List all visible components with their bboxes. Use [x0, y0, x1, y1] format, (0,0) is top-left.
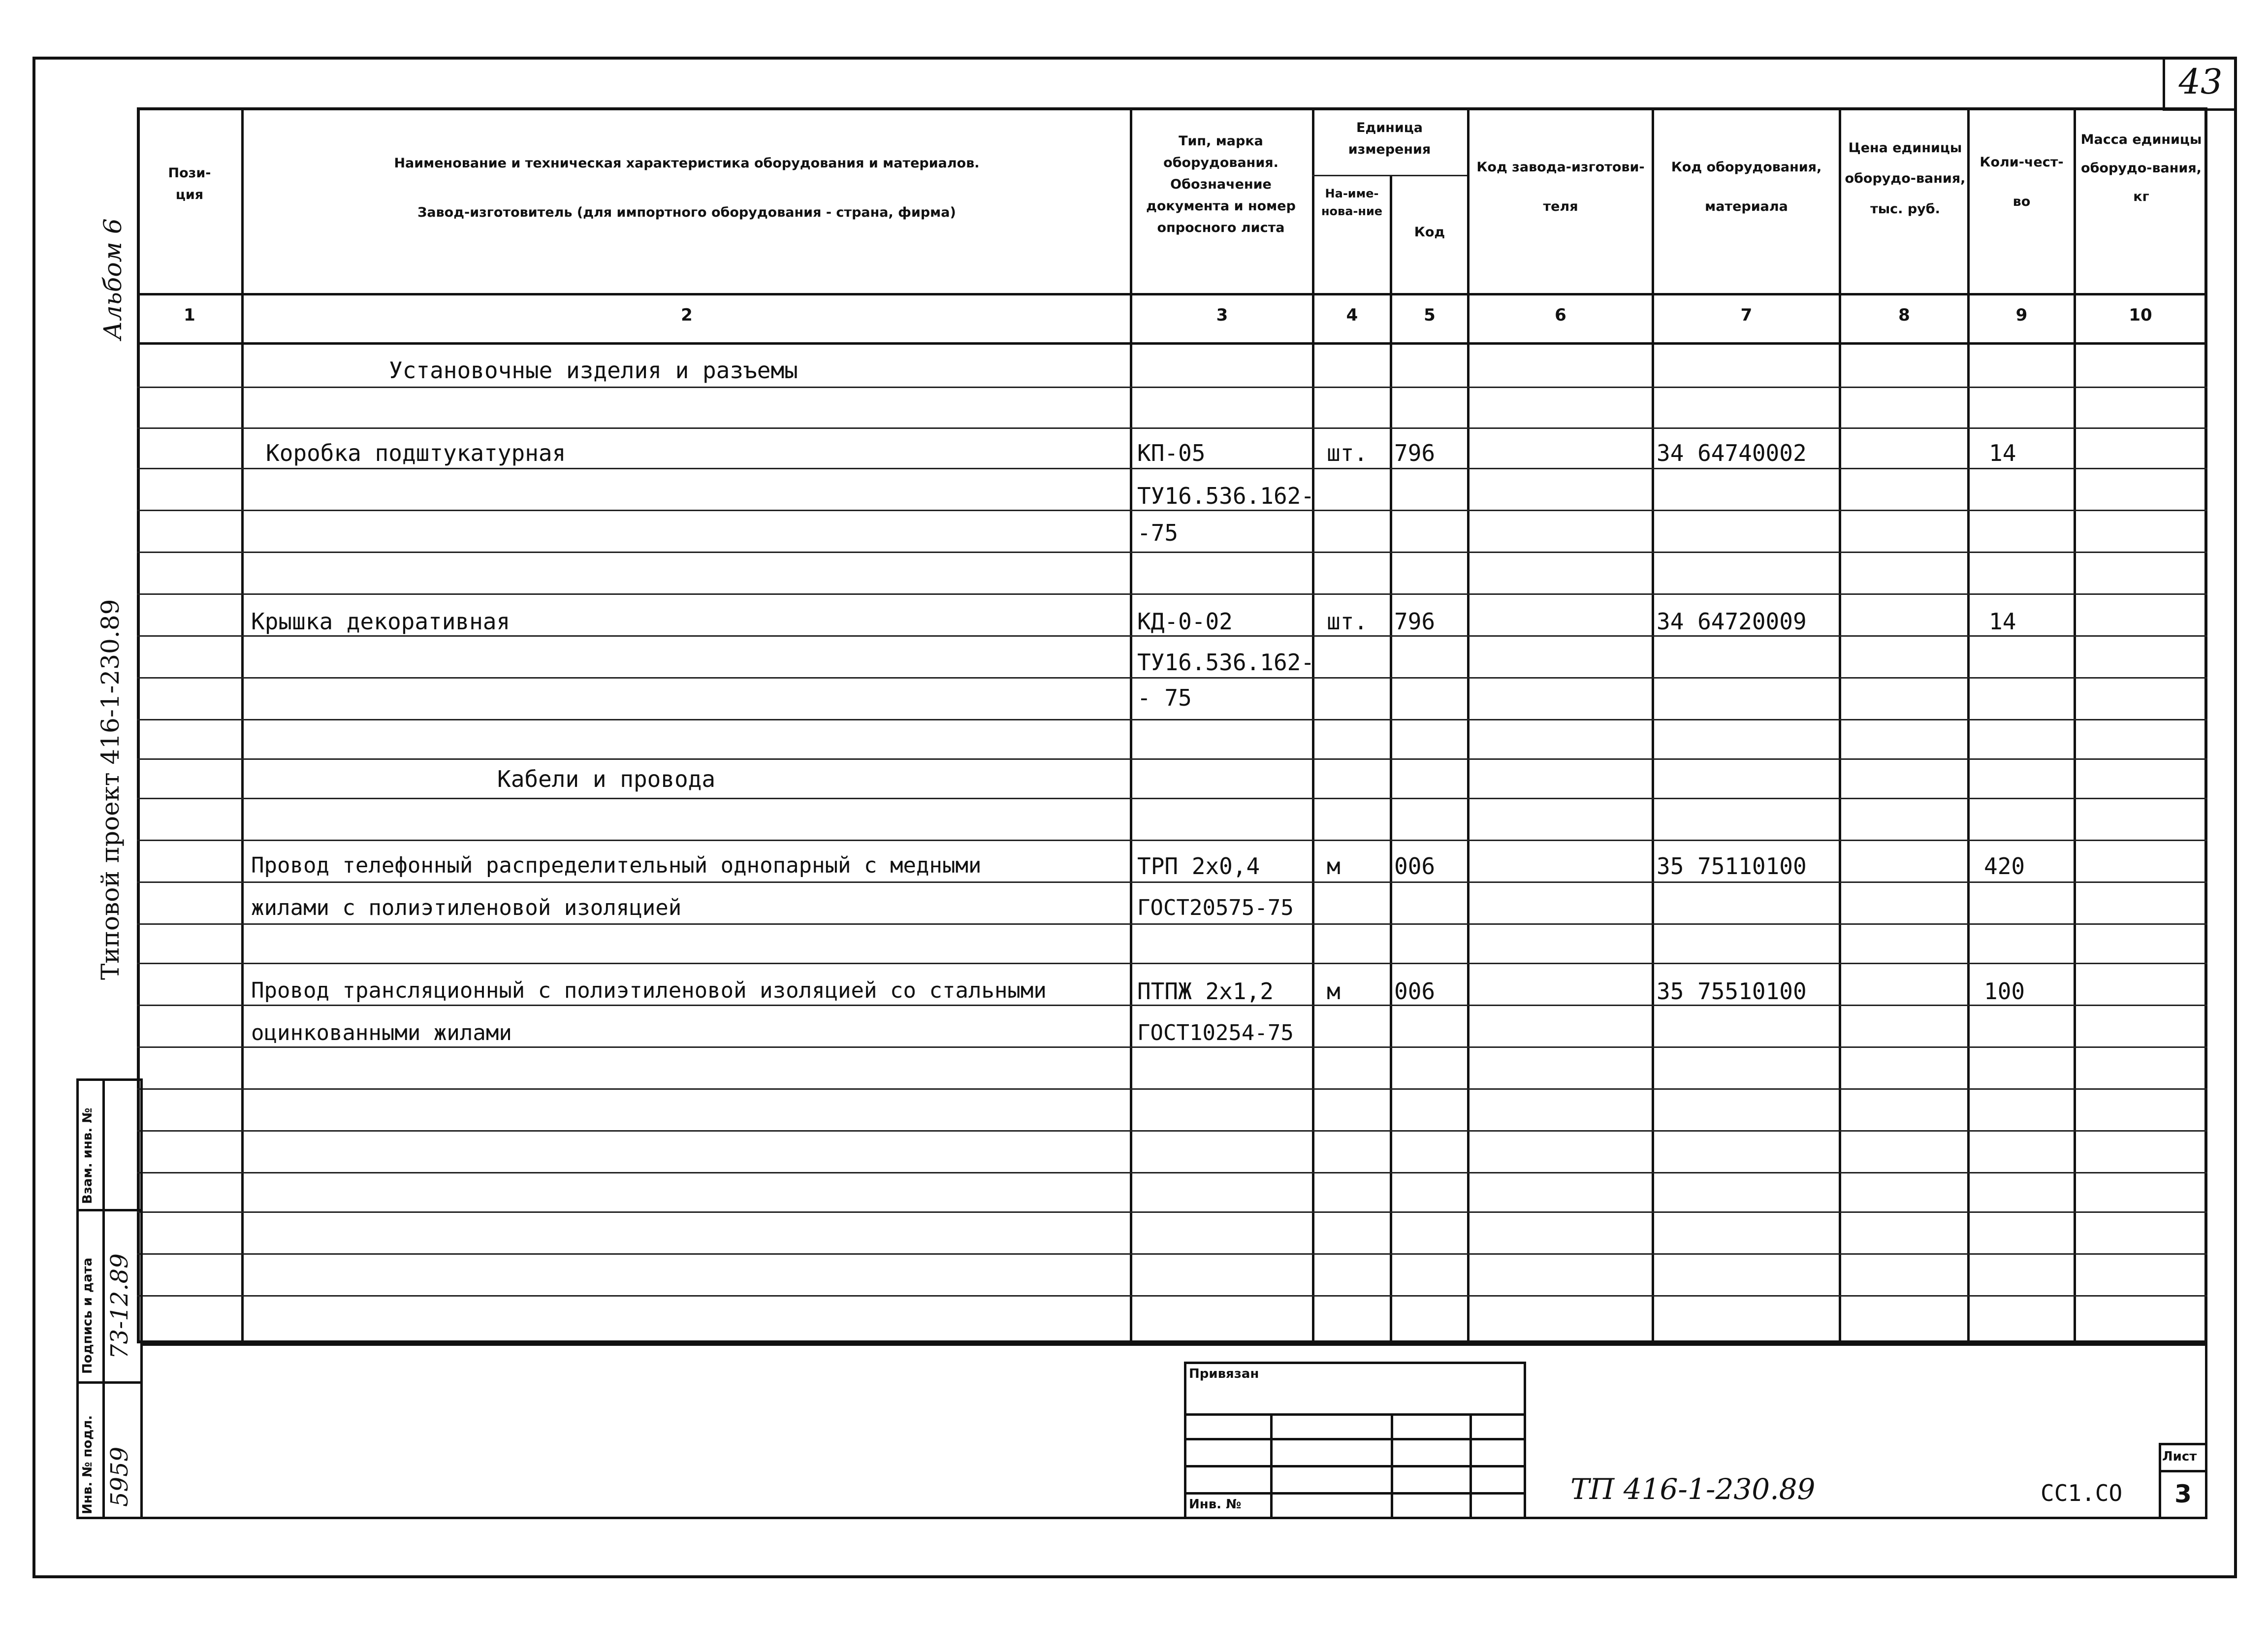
row-line: [137, 1211, 2207, 1213]
row-line: [137, 719, 2207, 720]
item-unit: шт.: [1327, 608, 1368, 635]
item-material-code: 35 75510100: [1657, 978, 1807, 1005]
item-material-code: 34 64740002: [1657, 440, 1807, 466]
item-material-code: 34 64720009: [1657, 608, 1807, 635]
tp-designation: ТП 416-1-230.89: [1570, 1472, 1816, 1506]
row-line: [137, 552, 2207, 553]
hdr-unit: Единица измерения: [1348, 120, 1431, 157]
hdr-unit-name: На-име-нова-ние: [1321, 187, 1383, 218]
row-line: [137, 387, 2207, 388]
item-unit-code: 006: [1394, 853, 1436, 879]
unit-subheader-line: [1312, 175, 1467, 176]
stamp-vzam-label: Взам. инв. №: [80, 1107, 95, 1204]
item-type: ПТПЖ 2х1,2: [1137, 978, 1274, 1005]
list-label: Лист: [2162, 1449, 2197, 1464]
stamp-podpis-label: Подпись и дата: [80, 1257, 95, 1374]
stamp-inv-value: 5959: [106, 1446, 133, 1507]
hdr-name-2: Завод-изготовитель (для импортного оборудования - страна, фирма): [417, 205, 956, 220]
row-line: [137, 677, 2207, 679]
item-type: КД-0-02: [1137, 608, 1233, 635]
item-unit-code: 006: [1394, 978, 1436, 1005]
col-num-1: 1: [184, 305, 195, 325]
project-side-label: Типовой проект 416-1-230.89: [96, 599, 125, 980]
privyazan-line: [1184, 1438, 1526, 1440]
list-value: 3: [2174, 1480, 2192, 1508]
privyazan-line: [1184, 1492, 1526, 1495]
row-line: [137, 798, 2207, 799]
col-num-5: 5: [1424, 305, 1436, 325]
item-unit: м: [1327, 853, 1341, 879]
stamp-inv-label: Инв. № подл.: [80, 1415, 95, 1514]
row-line: [137, 1172, 2207, 1173]
item-type: - 75: [1137, 684, 1192, 711]
item-unit-code: 796: [1394, 440, 1436, 466]
item-unit: м: [1327, 978, 1341, 1005]
item-name: Провод телефонный распределительный однопарный с медными: [251, 853, 982, 878]
item-type: ТУ16.536.162-: [1137, 483, 1315, 509]
hdr-price: Цена единицы оборудо-вания, тыс. руб.: [1845, 140, 1966, 217]
hdr-name-1: Наименование и техническая характеристика оборудования и материалов.: [394, 156, 980, 171]
row-line: [137, 1130, 2207, 1132]
row-line: [137, 923, 2207, 925]
item-type: ГОСТ10254-75: [1137, 1020, 1294, 1045]
hdr-type: Тип, марка оборудования. Обозначение документа и номер опросного листа: [1146, 133, 1296, 235]
row-line: [137, 468, 2207, 469]
hdr-mass: Масса единицы оборудо-вания, кг: [2080, 132, 2202, 204]
stamp-line: [76, 1209, 143, 1211]
stamp-line: [76, 1381, 143, 1384]
col-num-4: 4: [1346, 305, 1358, 325]
item-name: Коробка подштукатурная: [266, 440, 566, 466]
row-line: [137, 1005, 2207, 1006]
item-unit: шт.: [1327, 440, 1368, 466]
col-num-8: 8: [1898, 305, 1910, 325]
item-type: ТУ16.536.162-: [1137, 649, 1315, 676]
col-num-6: 6: [1555, 305, 1566, 325]
item-qty: 14: [1989, 440, 2016, 466]
item-type: ТРП 2х0,4: [1137, 853, 1260, 879]
privyazan-line: [1184, 1465, 1526, 1467]
privyazan-col: [1391, 1413, 1393, 1519]
privyazan-col: [1270, 1413, 1273, 1519]
section-title-1: Установочные изделия и разъемы: [389, 357, 798, 384]
item-name: Провод трансляционный с полиэтиленовой изоляцией со стальными: [251, 978, 1047, 1003]
hdr-qty: Коли-чест-во: [1980, 155, 2064, 209]
row-line: [137, 758, 2207, 760]
item-name: оцинкованными жилами: [251, 1020, 512, 1045]
row-line: [137, 1253, 2207, 1255]
privyazan-box: [1184, 1362, 1526, 1519]
stamp-podpis-value: 73-12.89: [106, 1253, 133, 1359]
item-qty: 420: [1984, 853, 2025, 879]
row-line: [137, 635, 2207, 637]
row-line: [137, 1046, 2207, 1048]
hdr-position: Пози-ция: [168, 165, 211, 202]
bottom-stamp-bottom: [143, 1517, 2207, 1519]
hdr-material-code: Код оборудования, материала: [1671, 160, 1822, 214]
stamp-line: [102, 1078, 105, 1519]
hdr-unit-code: Код: [1414, 225, 1445, 240]
col-num-3: 3: [1216, 305, 1228, 325]
item-type: ГОСТ20575-75: [1137, 895, 1294, 920]
row-line: [137, 510, 2207, 511]
item-unit-code: 796: [1394, 608, 1436, 635]
item-qty: 14: [1989, 608, 2016, 635]
hdr-factory-code: Код завода-изготови-теля: [1476, 160, 1645, 214]
item-type: КП-05: [1137, 440, 1206, 466]
album-label: Альбом 6: [98, 218, 127, 340]
item-type: -75: [1137, 520, 1179, 546]
row-line: [137, 963, 2207, 964]
header-bottom-line: [137, 293, 2207, 295]
col-num-2: 2: [681, 305, 693, 325]
row-line: [137, 427, 2207, 429]
list-line: [2159, 1470, 2207, 1472]
privyazan-line: [1184, 1413, 1526, 1416]
item-material-code: 35 75110100: [1657, 853, 1807, 879]
doc-code: СС1.СО: [2041, 1480, 2123, 1506]
sheet-number: 43: [2178, 62, 2223, 102]
row-line: [137, 1088, 2207, 1090]
privyazan-col: [1469, 1413, 1472, 1519]
item-name: жилами с полиэтиленовой изоляцией: [251, 895, 682, 920]
item-name: Крышка декоративная: [251, 608, 511, 635]
item-qty: 100: [1984, 978, 2025, 1005]
row-line: [137, 840, 2207, 841]
bottom-stamp-top: [143, 1343, 2207, 1346]
number-row-line: [137, 342, 2207, 345]
row-line: [137, 1295, 2207, 1297]
section-title-2: Кабели и провода: [497, 766, 716, 792]
col-num-10: 10: [2129, 305, 2152, 325]
inv-no-label: Инв. №: [1189, 1497, 1242, 1512]
row-line: [137, 881, 2207, 883]
privyazan-label: Привязан: [1189, 1367, 1259, 1381]
col-num-7: 7: [1740, 305, 1753, 325]
row-line: [137, 593, 2207, 595]
col-num-9: 9: [2015, 305, 2028, 325]
